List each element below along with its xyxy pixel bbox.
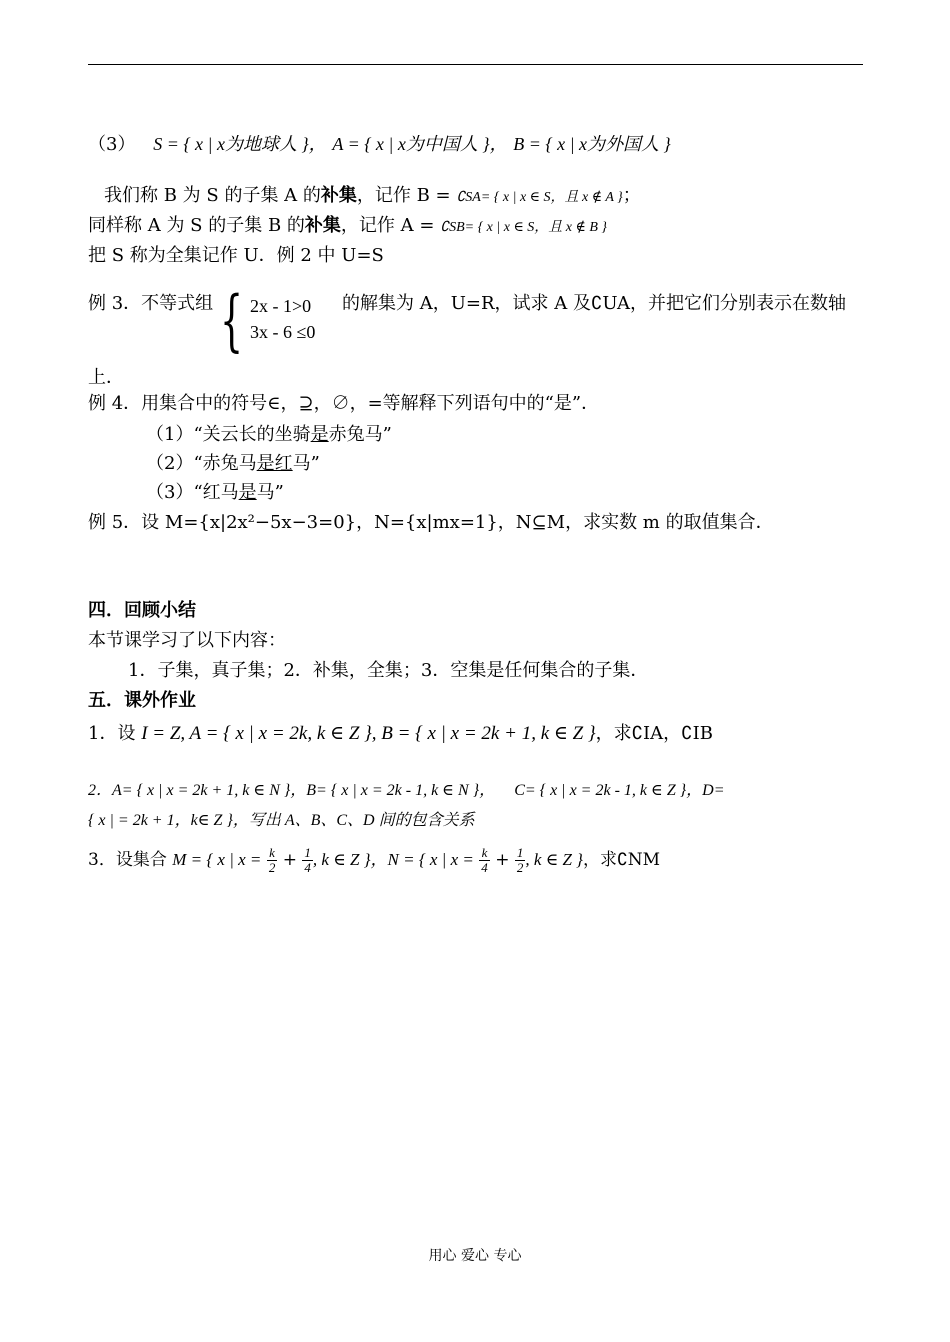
numerator: 1 bbox=[304, 845, 311, 860]
item-text: （1）“关云长的坐骑 bbox=[146, 424, 311, 445]
numerator: k bbox=[267, 846, 278, 861]
set-definition-line bbox=[88, 132, 671, 157]
header-rule bbox=[88, 64, 863, 65]
example4-title: 例 4．用集合中的符号∈，⊇，∅，=等解释下列语句中的“是”． bbox=[88, 393, 600, 414]
homework-q2-line2 bbox=[88, 808, 475, 833]
complement-term: 补集 bbox=[304, 215, 341, 236]
numerator: 1 bbox=[516, 845, 524, 860]
set-a-definition: A = { x | x为中国人 }， bbox=[332, 134, 508, 154]
item-label: （3） bbox=[88, 134, 136, 155]
q2-sets-c: C= { x | x = 2k - 1, k ∈ Z }，D= bbox=[514, 782, 725, 799]
complement-b-end: ； bbox=[622, 185, 641, 206]
fraction-k-over-2 bbox=[267, 846, 278, 875]
fraction-1-over-2 bbox=[515, 846, 526, 875]
complement-b-formula: ∁SA= { x | x ∈ S，且 x ∉ A } bbox=[456, 190, 623, 205]
homework-q3 bbox=[88, 846, 660, 875]
q3-set-n: ，N = { x | x = bbox=[370, 850, 474, 869]
item-text: （3）“红马 bbox=[146, 482, 239, 503]
q3-task: ，求∁NM bbox=[582, 850, 661, 870]
q1-formula: I = Z, A = { x | x = 2k, k ∈ Z }, B = { x | x = 2k + 1, k ∈ Z } bbox=[141, 723, 596, 744]
inequality-2: 3x - 6 ≤0 bbox=[250, 322, 316, 342]
set-s-definition: S = { x | x为地球人 }， bbox=[153, 134, 327, 154]
underlined-text: 是 bbox=[238, 482, 257, 503]
item-text: （2）“赤兔马 bbox=[146, 453, 257, 474]
complement-a-notation: ，记作 A = bbox=[340, 215, 435, 236]
example4-item-3 bbox=[146, 481, 284, 505]
complement-a-text: 同样称 A 为 S 的子集 B 的 bbox=[88, 215, 305, 236]
section5-heading: 五．课外作业 bbox=[88, 690, 196, 711]
q3-set-n-tail: , k ∈ Z } bbox=[525, 850, 583, 869]
example5: 例 5．设 M={x|2x²−5x−3=0}，N={x|mx=1}，N⊆M，求实数 m 的取值集合． bbox=[88, 512, 774, 533]
denominator: 2 bbox=[268, 860, 276, 875]
homework-q1 bbox=[88, 722, 713, 746]
example3-text: 的解集为 A，U=R，试求 A 及∁UA，并把它们分别表示在数轴 bbox=[342, 293, 847, 314]
section4-summary: 1．子集，真子集；2．补集，全集；3．空集是任何集合的子集． bbox=[128, 660, 649, 681]
q1-task: ，求∁IA，∁IB bbox=[595, 723, 713, 744]
complement-b-line bbox=[104, 184, 641, 210]
complement-b-notation: ，记作 B = bbox=[356, 185, 451, 206]
page-footer: 用心 爱心 专心 bbox=[428, 1248, 522, 1264]
example3-continued: 上． bbox=[88, 367, 124, 388]
underlined-text: 是红 bbox=[256, 453, 293, 474]
numerator: k bbox=[479, 846, 490, 861]
item-text: 马” bbox=[256, 482, 284, 503]
complement-term: 补集 bbox=[320, 185, 357, 206]
section4-intro: 本节课学习了以下内容： bbox=[88, 630, 286, 651]
q2-sets-ab: 2．A= { x | x = 2k + 1, k ∈ N }，B= { x | x = 2k - 1, k ∈ N }， bbox=[88, 782, 496, 799]
complement-b-text: 我们称 B 为 S 的子集 A 的 bbox=[104, 185, 321, 206]
fraction-k-over-4 bbox=[479, 846, 490, 875]
item-text: 赤兔马” bbox=[328, 424, 392, 445]
underlined-text: 是 bbox=[310, 424, 329, 445]
example4-item-2 bbox=[146, 452, 320, 476]
q1-label: 1．设 bbox=[88, 723, 136, 744]
plus-sign: + bbox=[495, 850, 510, 870]
section4-heading: 四．回顾小结 bbox=[88, 600, 196, 621]
denominator: 2 bbox=[516, 860, 524, 875]
set-b-definition: B = { x | x为外国人 } bbox=[513, 134, 671, 154]
left-brace-icon: { bbox=[220, 282, 244, 359]
inequality-1: 2x - 1>0 bbox=[250, 296, 312, 316]
denominator: 4 bbox=[304, 860, 311, 875]
complement-a-formula: ∁SB= { x | x ∈ S，且 x ∉ B } bbox=[440, 220, 608, 235]
denominator: 4 bbox=[481, 860, 488, 875]
homework-q2-line1 bbox=[88, 778, 725, 803]
q2-set-d-and-task: { x | = 2k + 1，k∈ Z }，写出 A、B、C、D 间的包含关系 bbox=[88, 812, 475, 829]
item-text: 马” bbox=[292, 453, 320, 474]
q3-set-m: M = { x | x = bbox=[172, 850, 262, 869]
plus-sign: + bbox=[282, 850, 297, 870]
example4-item-1 bbox=[146, 423, 392, 447]
universal-set-line: 把 S 称为全集记作 U．例 2 中 U=S bbox=[88, 245, 384, 266]
q3-set-m-tail: , k ∈ Z } bbox=[312, 850, 371, 869]
example3-prefix: 例 3．不等式组 bbox=[88, 293, 214, 314]
fraction-1-over-4 bbox=[302, 846, 313, 875]
q3-label: 3．设集合 bbox=[88, 850, 167, 870]
complement-a-line bbox=[88, 214, 607, 240]
